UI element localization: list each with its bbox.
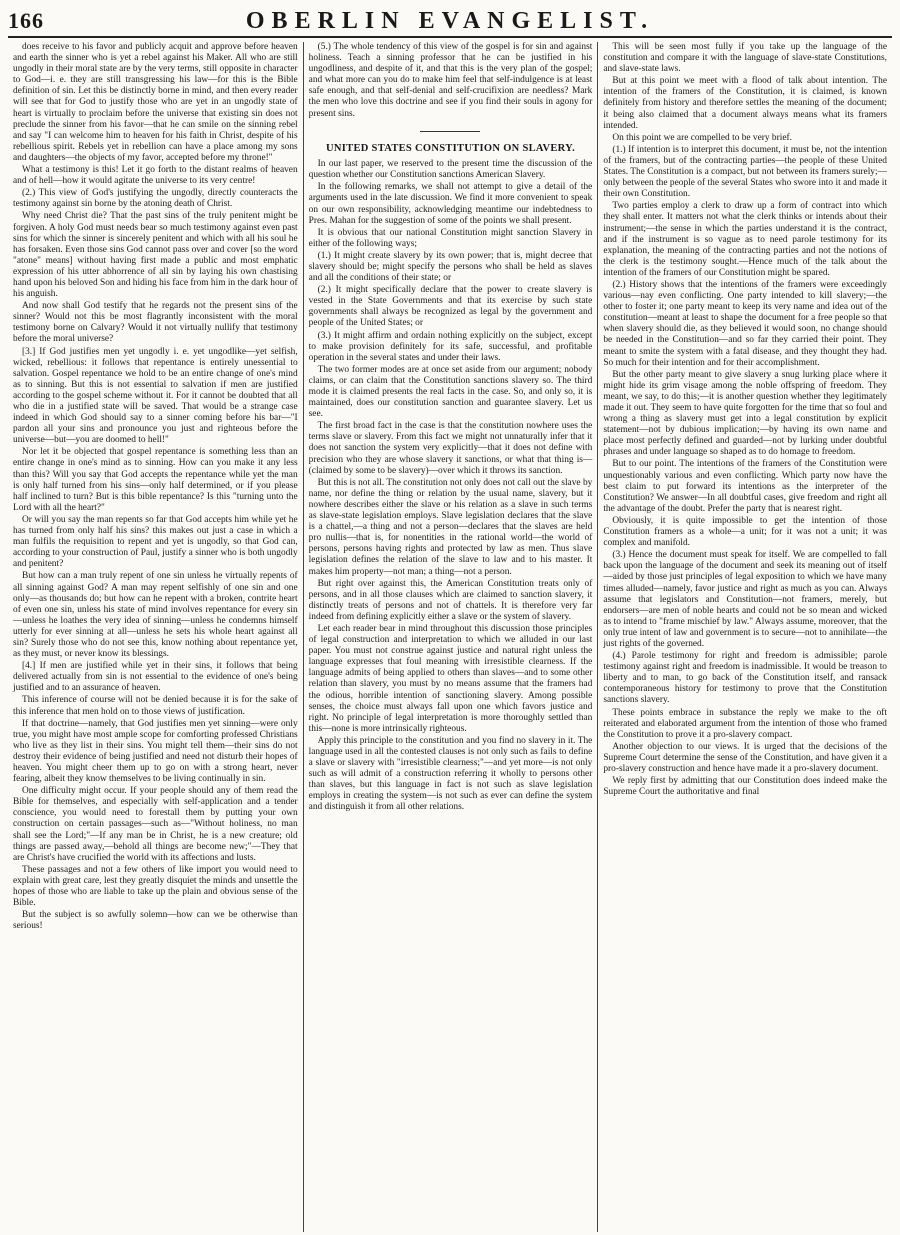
section-divider — [309, 125, 593, 136]
paragraph: The first broad fact in the case is that the constitution nowhere uses the terms slave or slavery. From this fact we might not unnaturally infer that it does not sanction the system very explicitly—that it does not define with precision who they are whose slavery it sanctions, or what that thing is—(claimed by some to be slavery)—over which it throws its sanction. — [308, 421, 593, 476]
paragraph: Or will you say the man repents so far that God accepts him while yet he has turned from only half his sins? this makes out just a case in which a man fulfils the requisition to repent and yet is ungodly, so that God can, according to your construction of Paul, justify a sinner who is both ungodly and penitent? — [13, 514, 298, 570]
column-middle — [303, 42, 598, 1232]
paragraph: Obviously, it is quite impossible to get the intention of those Constitution framers as a whole—a unit; for it was not a unit; it was complex and manifold. — [603, 515, 887, 549]
paragraph: But this is not all. The constitution not only does not call out the slave by name, nor define the thing or relation by the usual name, slavery, but it nowhere describes either the slave or his relation as a slave in such terms as slave-state legislation employs. Slave legislation declares that the slave is a chattel,—a thing and not a person—declares that the slaves are held pro nullis—that is, for nonentities in the rational world—the world of persons, persons having rights and protected by law as men. Thus slave legislation defines the relation of the slave to law and to his master. It makes him property—not man; a thing—not a person. — [308, 477, 593, 577]
paragraph: If that doctrine—namely, that God justifies men yet sinning—were only true, you might have most ample scope for comforting professed Christians who live as they list in their sins. You might tell them—their sins do not destroy their evidence of being justified and need not disturb their hopes of heaven. You might cheer them up to go on with a strong heart, never fearing, albeit they know themselves to be living continually in sin. — [13, 718, 298, 785]
paragraph: does receive to his favor and publicly acquit and approve before heaven and earth the sinner who is yet a rebel against his Maker. All who are still ungodly in their moral state are by the very terms, still opposite in character to God—i. e. they are still transgressing his law—for this is the Bible definition of sin. Let this be distinctly borne in mind, and then every reader will see that for God to justify those who are yet in an ungodly state of heart is virtually to proclaim before the universe that existing sin does not preclude the sinner from his favor—that he can smile on the sinning rebel and say "I can welcome him to heaven for his faith in Christ, despite of his rebellious spirit. Rebels yet in rebellion can have a place among my sons and daughters—the objects of my favor, accepted before my throne!" — [13, 42, 298, 163]
paragraph: (1.) If intention is to interpret this document, it must be, not the intention of the framers, but of the contracting parties—the people of these United States. The Constitution is a compact, but not between its framers surely;—only between the people of the several States who swore into it and made it their own Constitution. — [603, 144, 887, 200]
paragraph: (4.) Parole testimony for right and freedom is admissible; parole testimony against right and freedom is inadmissible. It would be treason to liberty and to man, to go back of the Constitution itself, and ransack contemporaneous history for testimony to prove that the Constitution sanctions slavery. — [603, 651, 887, 706]
column-left — [8, 42, 303, 1232]
paragraph: What a testimony is this! Let it go forth to the distant realms of heaven and of hell—how it would agitate the universe to its very centre! — [13, 165, 298, 187]
column-right — [597, 42, 892, 1232]
paragraph: Apply this principle to the constitution and you find no slavery in it. The language used in all the contested clauses is not only such as fails to define a slave or slavery with "irresistible clearness;"—and yet more—is not only such as will admit of a construction referring it wholly to persons other than slaves, but this language in fact is not such as slave legislation employs in creating the system—is not such as ever can define the system and distinguish it from all other relations. — [308, 735, 593, 813]
paragraph: One difficulty might occur. If your people should any of them read the Bible for themselves, and especially with self-application and a tender conscience, you would need to forestall them by putting your own construction on certain passages—such as—"Without holiness, no man shall see the Lord;"—If any man be in Christ, he is a new creature; old things are passed away,—behold all things are become new;"—They that are Christ's have crucified the world with its affections and lusts. — [13, 786, 298, 863]
paragraph: (1.) It might create slavery by its own power; that is, might decree that slavery should be; might specify the persons who shall be held as slaves and all the conditions of their state; or — [308, 250, 593, 284]
paragraph: Why need Christ die? That the past sins of the truly penitent might be forgiven. A holy God must needs bear so much testimony against even past sins for which the sinner is sincerely penitent and which with all his soul he has forsaken. Even those sins God cannot pass over and cover [so the word "atone" means] without having first made a public and most emphatic expression of his utter abhorrence of all sin by laying his own chastising hand upon his beloved Son and hiding his face from him in the dark hour of his anguish. — [13, 211, 298, 300]
paragraph: (3.) Hence the document must speak for itself. We are compelled to fall back upon the language of the document and seek its meaning out of itself—aided by those just principles of legal exposition to which we have many times alluded—namely, favor justice and right as much as you can. Always assume that legislators and Constitution—not framers, merely, but endorsers—are men of noble hearts and could not be so mean and wicked as to intend to "frame mischief by law." Always assume, moreover, that the only true intent of law and government is to secure—not to annihilate—the just rights of the governed. — [603, 550, 887, 649]
paragraph: Another objection to our views. It is urged that the decisions of the Supreme Court determine the sense of the Constitution, and have given it a pro-slavery construction and hence have made it a pro-slavery document. — [603, 741, 887, 774]
paragraph: In the following remarks, we shall not attempt to give a detail of the arguments used in the late discussion. We find it more convenient to speak on our own responsibility, acknowledging meantime our indebtedness to Pres. Mahan for the suggestion of some of the points we shall present. — [308, 182, 593, 226]
paragraph: [3.] If God justifies men yet ungodly i. e. yet ungodlike—yet selfish, wicked, rebellious: it follows that repentance is entirely unessential to salvation. Gospel repentance we hold to be an entire change of one's mind as to sinning. But this is not essential to salvation if men are justified according to the gospel scheme without it. For it cannot be doubted that all who die in a justified state will be saved. That would be a strange case indeed in which God should say to a sinner coming before his bar—"I pardon all your sins and pronounce you just and righteous before the universe—but—you are doomed to hell!" — [13, 346, 298, 446]
page-title: OBERLIN EVANGELIST. — [245, 7, 655, 34]
paragraph: [4.] If men are justified while yet in their sins, it follows that being delivered actually from sin is not essential to the evidence of one's being justified and to an assurance of heaven. — [13, 661, 298, 694]
paragraph: It is obvious that our national Constitution might sanction Slavery in either of the following ways; — [308, 227, 593, 249]
paragraph: But right over against this, the American Constitution treats only of persons, and in all those clauses which are claimed to sanction slavery, it distinctly treats of persons and not of chattels. It is therefore very far indeed from defining explicitly either a slave or the system of slavery. — [308, 578, 593, 622]
paragraph: (5.) The whole tendency of this view of the gospel is for sin and against holiness. Teach a sinning professor that he can be justified in his ungodliness, and despite of it, and that this is the very plan of the gospel; and what more can you do to make him feel that self-indulgence is at least safe enough, and that self-denial and self-crucifixion are needless? Mark the men who love this doctrine and see if you find their souls in agony for present sins. — [308, 42, 593, 119]
paragraph: But to our point. The intentions of the framers of the Constitution were unquestionably various and even conflicting. Which party now have the best claim to put forward its intentions as the interpreter of the Constitution? We answer—In all doubtful cases, give freedom and right all the advantage of the doubt. Prefer the party that is nearest right. — [603, 459, 887, 514]
paragraph: And now shall God testify that he regards not the present sins of the sinner? Would not this be most flagrantly inconsistent with the moral testimony borne on Calvary? Would it not virtually nullify that testimony before the moral universe? — [13, 301, 298, 345]
paragraph: We reply first by admitting that our Constitution does indeed make the Supreme Court the authoritative and final — [603, 776, 887, 798]
paragraph: But the other party meant to give slavery a snug lurking place where it might hide its grim visage among the noble offspring of freedom. They meant, we say, to do this;—it is another question whether they legitimately made it out. They seem to have quite forgotten for the time that so foul and wrong a thing as slavery must get into a legal constitution by explicit statement—not by dubious implication;—by having its own name and place most perfectly defined and guarded—not by lurking under doubtful phrases and under language so shaped as to do homage to freedom. — [603, 369, 887, 458]
article-columns — [8, 42, 892, 1232]
masthead — [8, 6, 892, 38]
paragraph: These passages and not a few others of like import you would need to explain with great care, lest they greatly disquiet the minds and unsettle the hopes of those who are liable to take up the plain and obvious sense of the Bible. — [13, 864, 298, 909]
paragraph: Let each reader bear in mind throughout this discussion those principles of legal construction and interpretation to which we alluded in our last paper. You must not construe against justice and natural right unless the language expresses that foul meaning with irresistible clearness. If the language admits of being applied to others than slaves—and to some other relation than slavery, you must by no means assume that the framers had the odious, horrible intention of sanctioning slavery. Among possible senses, the choice must always fall upon one which favors justice and right. No principle of legal interpretation is more thoroughly settled than this—none is more intrinsically righteous. — [308, 623, 593, 734]
paragraph: This inference of course will not be denied because it is for the sake of this inference that men hold on to those views of justification. — [13, 695, 298, 717]
paragraph: But at this point we meet with a flood of talk about intention. The intention of the framers of the Constitution, it is claimed, is known definitely from history and therefore settles the meaning of the document; it being also claimed that a document always means what its framers intended. — [603, 76, 887, 131]
paragraph: In our last paper, we reserved to the present time the discussion of the question whether our Constitution sanctions American Slavery. — [308, 159, 593, 181]
paragraph: Two parties employ a clerk to draw up a form of contract into which they shall enter. It matters not what the clerk thinks or intends about their instrument;—the sense in which the parties understand it is the contract, and if the instrument is so vague as to need parole testimony for its explanation, the meaning of the contracting parties and not the notions of the clerk is the testimony sought.—Hence much of the talk about the intention of the framers of our Constitution might be spared. — [603, 201, 887, 278]
paragraph: (2.) It might specifically declare that the power to create slavery is vested in the State Governments and that its exercise by such state governments shall always be recognized as legal by the government and people of the United States; or — [308, 285, 593, 329]
paragraph: Nor let it be objected that gospel repentance is something less than an entire change in one's mind as to sinning. How can you make it any less than this? Will you say that God accepts the repentance while yet the man is only half turned from his sins—only half determined, or if you please half inclined to turn? But is this bible repentance? Is this "turning unto the Lord with all the heart?" — [13, 447, 298, 513]
paragraph: (3.) It might affirm and ordain nothing explicitly on the subject, except to make provision definitely for its safe, successful, and profitable operation in the several states and under their laws. — [308, 330, 593, 363]
paragraph: This will be seen most fully if you take up the language of the constitution and compare it with the language of slave-state Constitutions, and slave-state laws. — [603, 42, 887, 75]
paragraph: These points embrace in substance the reply we make to the oft reiterated and elaborated argument from the intention of those who framed the Constitution to prove it a pro-slavery compact. — [603, 707, 887, 740]
paragraph: (2.) History shows that the intentions of the framers were exceedingly various—nay even conflicting. One party intended to kill slavery;—the other to foster it; one party meant to keep its very name and idea out of the constitution—meant at least to shape the document for a free people so that when slavery should die, as they believed it would soon, no change should be needed in the Constitution—and so far they carried their point. They meant to smite the system with a fatal disease, and they thought they had. So much for their intention and for their accomplishment. — [603, 279, 887, 368]
paragraph: (2.) This view of God's justifying the ungodly, directly counteracts the testimony against sin borne by the atoning death of Christ. — [13, 188, 298, 210]
article-heading: UNITED STATES CONSTITUTION ON SLAVERY. — [325, 142, 575, 154]
paragraph: But the subject is so awfully solemn—how can we be otherwise than serious! — [13, 910, 298, 932]
paragraph: On this point we are compelled to be very brief. — [612, 132, 792, 143]
paragraph: The two former modes are at once set aside from our argument; nobody claims, or can claim that the Constitution sanctions slavery so. The third mode it is claimed presents the real facts in the case. So, and only so, it is maintained, does our constitution sanction and guarantee slavery. Let us see. — [308, 364, 593, 420]
page-number: 166 — [8, 8, 44, 33]
paragraph: But how can a man truly repent of one sin unless he virtually repents of all sinning against God? A man may repent selfishly of one sin and one only—as thousands do; but how can he repent with a broken, contrite heart of even one sin, unless his state of mind involves repentance for every sin—unless he loathes the very idea of sinning—unless he condemns himself utterly for ever sinning at all—unless he sets his whole heart against all sin? Surely those who do not see this, know nothing about repentance yet, as they must, or never know its blessings. — [13, 571, 298, 660]
